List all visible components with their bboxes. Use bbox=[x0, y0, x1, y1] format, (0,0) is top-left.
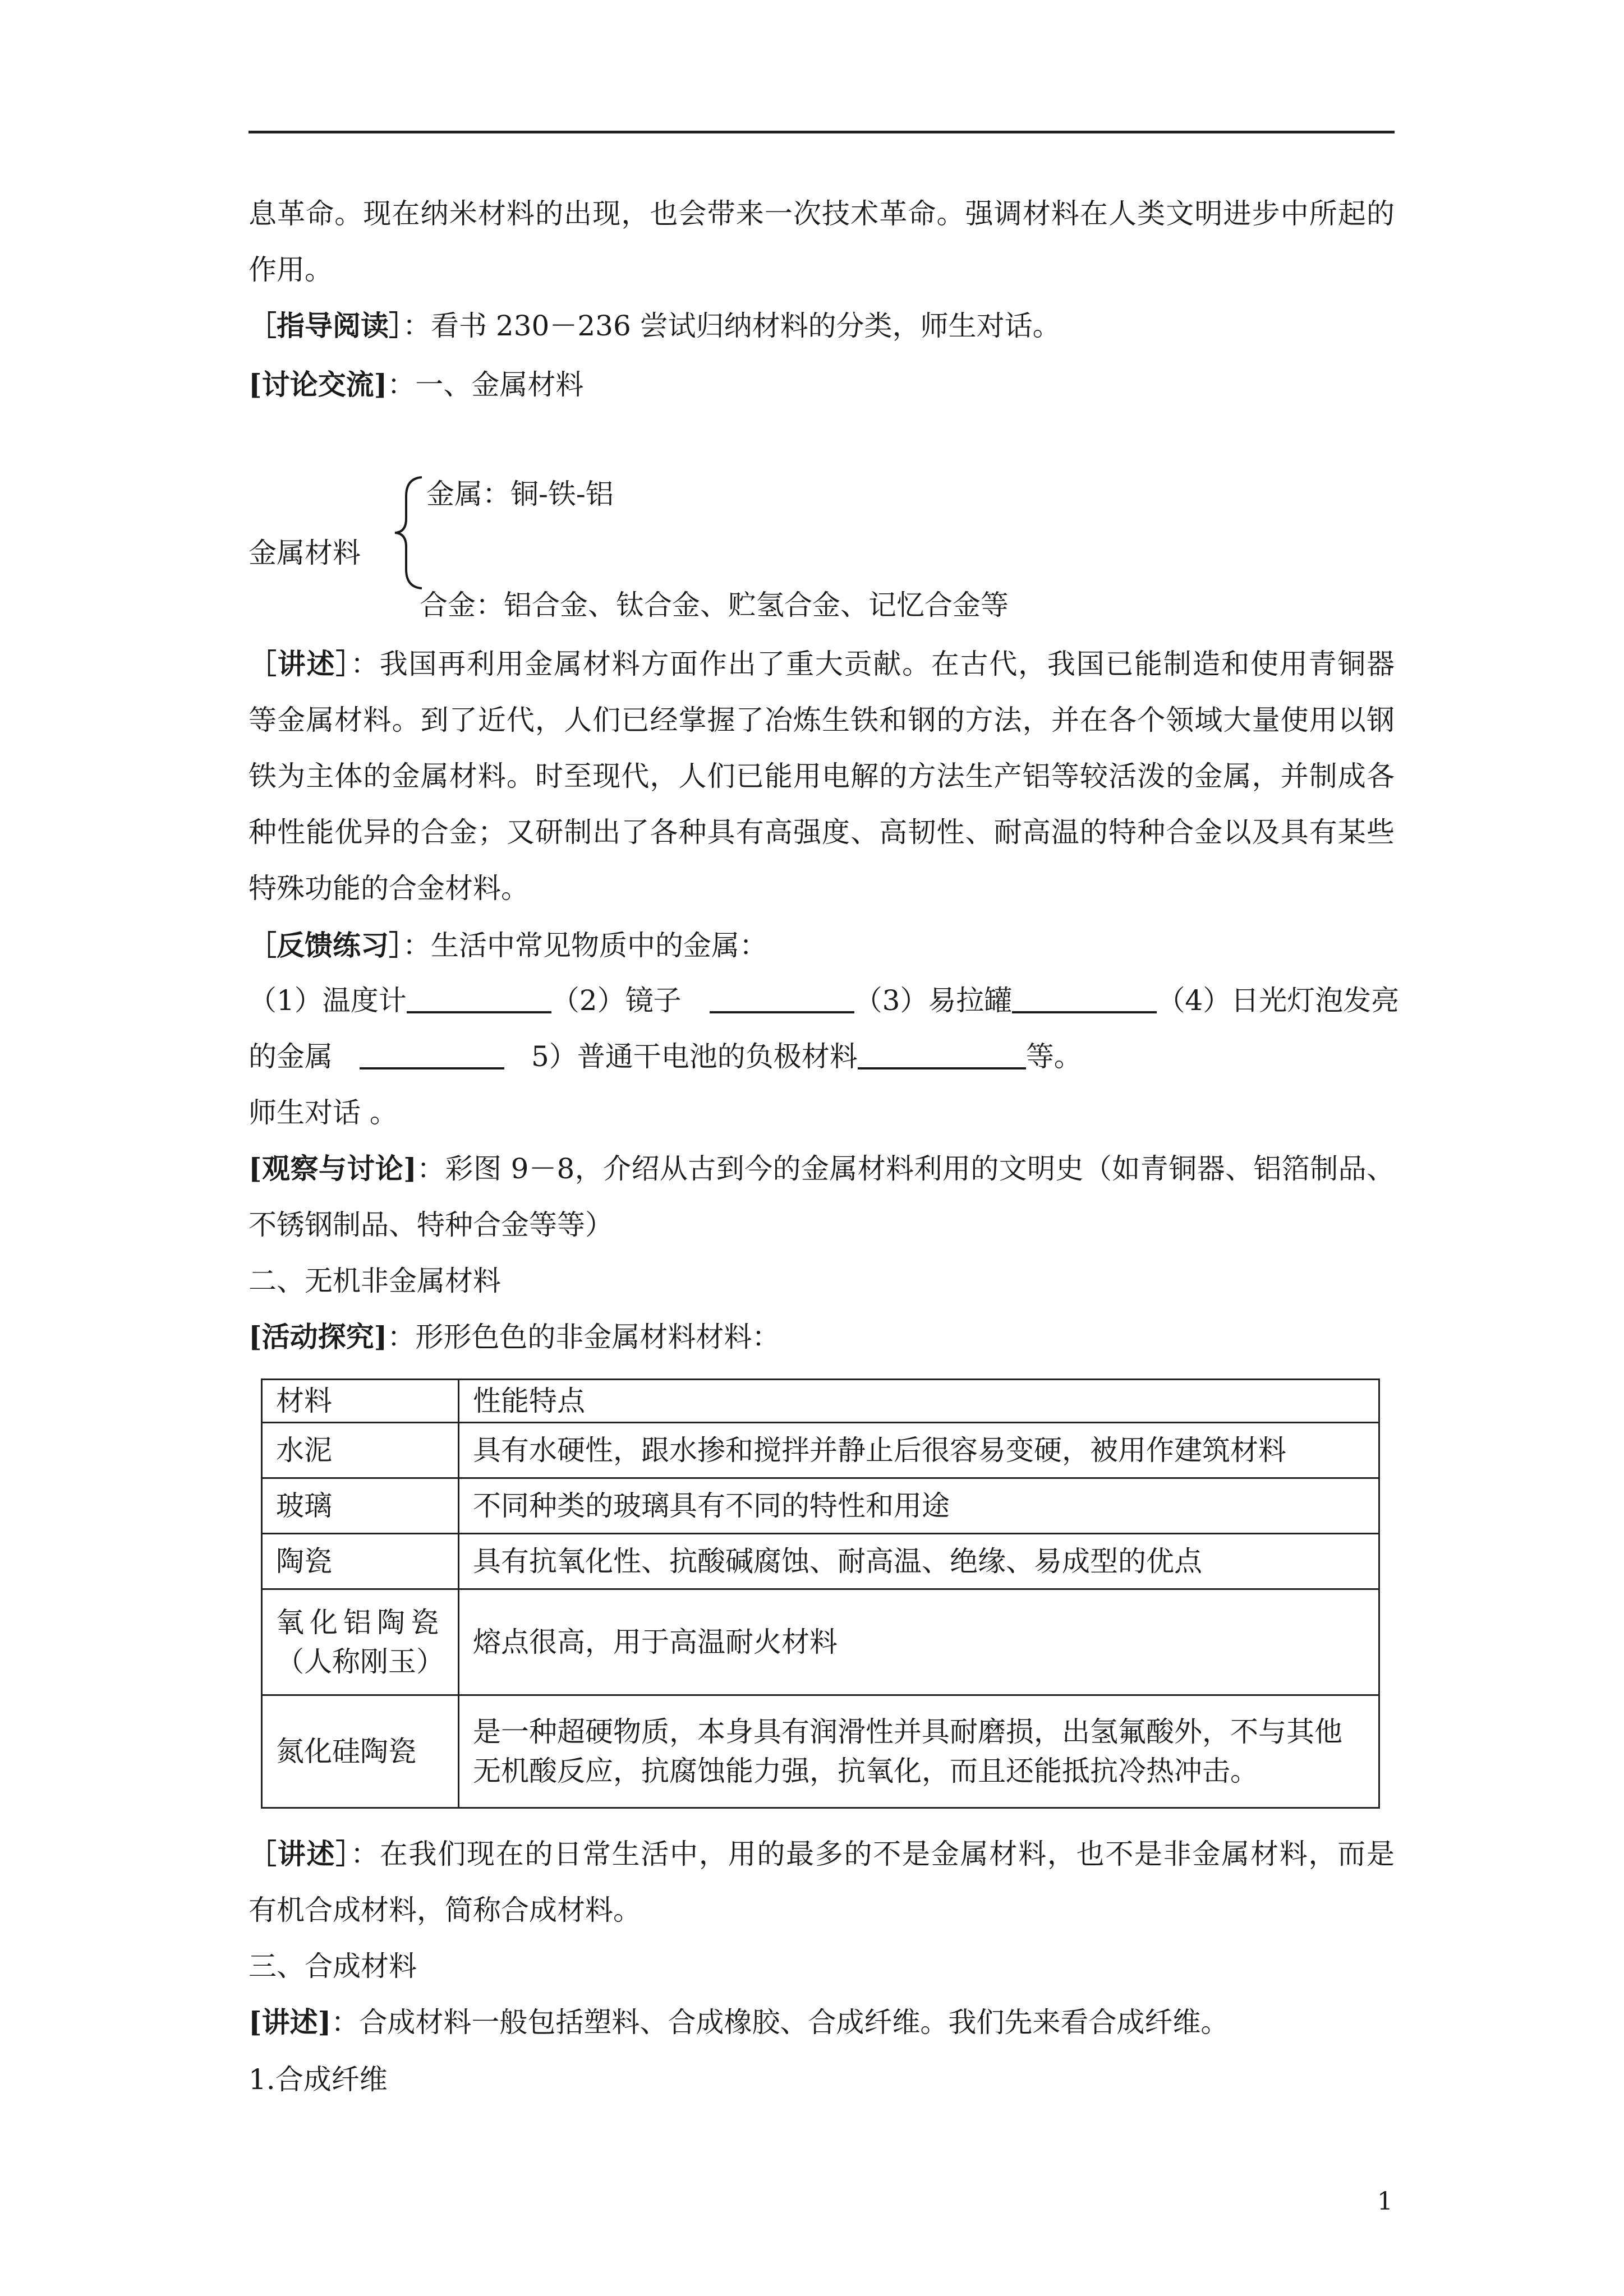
brace-icon bbox=[393, 474, 426, 592]
lecture2-label: ［讲述］ bbox=[249, 1837, 351, 1870]
lecture1-line-5: 特殊功能的合金材料。 bbox=[249, 872, 529, 905]
cell-material-note: （人称刚玉） bbox=[276, 1645, 444, 1678]
q3-label: （3）易拉罐 bbox=[854, 984, 1013, 1017]
cell-material: 玻璃 bbox=[262, 1478, 459, 1534]
lecture3-text: ：合成材料一般包括塑料、合成橡胶、合成纤维。我们先来看合成纤维。 bbox=[331, 2006, 1229, 2039]
q5-blank bbox=[858, 1067, 1026, 1069]
lecture1-label: ［讲述］ bbox=[249, 647, 351, 680]
discussion bbox=[249, 365, 1395, 405]
cell-property: 熔点很高，用于高温耐火材料 bbox=[459, 1589, 1379, 1695]
feedback-questions-1 bbox=[249, 980, 1400, 1021]
cell-property: 具有水硬性，跟水掺和搅拌并静止后很容易变硬，被用作建筑材料 bbox=[459, 1423, 1379, 1478]
discussion-text: ：一、金属材料 bbox=[387, 368, 584, 401]
activity bbox=[249, 1317, 1395, 1357]
metal-branch-1: 金属：铜-铁-铝 bbox=[426, 478, 614, 510]
q4-label: （4）日光灯泡发亮 bbox=[1157, 984, 1400, 1017]
table-row bbox=[262, 1695, 1379, 1808]
materials-table bbox=[261, 1378, 1380, 1809]
lecture1-line-2: 等金属材料。到了近代，人们已经掌握了冶炼生铁和钢的方法，并在各个领域大量使用以钢 bbox=[249, 704, 1395, 736]
header-material: 材料 bbox=[262, 1380, 459, 1423]
q2-blank bbox=[710, 1011, 854, 1013]
feedback-label: ［反馈练习］ bbox=[249, 929, 403, 962]
observe-label: [观察与讨论] bbox=[249, 1152, 417, 1185]
lecture1-line-1 bbox=[249, 644, 1395, 684]
subsection-heading: 1.合成纤维 bbox=[249, 2063, 388, 2096]
q1-blank bbox=[407, 1011, 551, 1013]
cell-material: 水泥 bbox=[262, 1423, 459, 1478]
guided-reading bbox=[249, 306, 1395, 346]
q3-blank bbox=[1012, 1011, 1157, 1013]
lecture3-label: [讲述] bbox=[249, 2005, 332, 2039]
table-row bbox=[262, 1478, 1379, 1534]
q4-blank bbox=[360, 1067, 504, 1069]
q2-label: （2）镜子 bbox=[551, 984, 682, 1017]
activity-label: [活动探究] bbox=[249, 1320, 388, 1353]
table-row bbox=[262, 1423, 1379, 1478]
metal-branch-2: 合金：铝合金、钛合金、贮氢合金、记忆合金等 bbox=[420, 589, 1009, 621]
guided-reading-label: ［指导阅读］ bbox=[249, 309, 403, 342]
header-property: 性能特点 bbox=[459, 1380, 1379, 1423]
header-rule bbox=[249, 131, 1395, 133]
table-row bbox=[262, 1589, 1379, 1695]
lecture2-line-1 bbox=[249, 1834, 1395, 1874]
cell-property: 不同种类的玻璃具有不同的特性和用途 bbox=[459, 1478, 1379, 1534]
lecture2-line-2: 有机合成材料，简称合成材料。 bbox=[249, 1894, 641, 1926]
feedback-dialog: 师生对话 。 bbox=[249, 1096, 398, 1129]
q1-label: （1）温度计 bbox=[249, 984, 407, 1017]
feedback-heading bbox=[249, 925, 1395, 966]
cell-property: 具有抗氧化性、抗酸碱腐蚀、耐高温、绝缘、易成型的优点 bbox=[459, 1534, 1379, 1589]
section3-heading: 三、合成材料 bbox=[249, 1950, 417, 1983]
lecture1-line-3: 铁为主体的金属材料。时至现代，人们已能用电解的方法生产铝等较活泼的金属，并制成各 bbox=[249, 760, 1395, 792]
cell-material bbox=[262, 1589, 459, 1695]
lecture3 bbox=[249, 2002, 1395, 2043]
cell-property-line-2: 无机酸反应，抗腐蚀能力强，抗氧化，而且还能抵抗冷热冲击。 bbox=[473, 1755, 1258, 1787]
q4-continued: 的金属 bbox=[249, 1040, 333, 1073]
lecture2-text-1: ：在我们现在的日常生活中，用的最多的不是金属材料，也不是非金属材料，而是 bbox=[350, 1838, 1395, 1870]
q5-label: 5）普通干电池的负极材料 bbox=[531, 1040, 858, 1073]
intro-line-2: 作用。 bbox=[249, 253, 333, 286]
observe-line-2: 不锈钢制品、特种合金等等） bbox=[249, 1209, 613, 1241]
page-number: 1 bbox=[1377, 2187, 1393, 2216]
feedback-questions-2 bbox=[249, 1036, 1395, 1077]
lecture1-text-1: ：我国再利用金属材料方面作出了重大贡献。在古代，我国已能制造和使用青铜器 bbox=[350, 648, 1395, 680]
observe-line-1 bbox=[249, 1149, 1395, 1189]
table-header-row bbox=[262, 1380, 1379, 1423]
intro-line-1: 息革命。现在纳米材料的出现，也会带来一次技术革命。强调材料在人类文明进步中所起的 bbox=[249, 197, 1395, 230]
cell-property-line-1: 是一种超硬物质，本身具有润滑性并具耐磨损，出氢氟酸外，不与其他 bbox=[473, 1716, 1342, 1748]
cell-property bbox=[459, 1695, 1379, 1808]
q5-end: 等。 bbox=[1025, 1040, 1082, 1073]
cell-material: 氮化硅陶瓷 bbox=[262, 1695, 459, 1808]
lecture1-line-4: 种性能优异的合金；又研制出了各种具有高强度、高韧性、耐高温的特种合金以及具有某些 bbox=[249, 816, 1395, 849]
observe-text-1: ：彩图 9－8，介绍从古到今的金属材料利用的文明史（如青铜器、铝箔制品、 bbox=[416, 1152, 1395, 1185]
cell-material-name: 氧化铝陶瓷 bbox=[276, 1606, 444, 1639]
table-row bbox=[262, 1534, 1379, 1589]
section2-heading: 二、无机非金属材料 bbox=[249, 1265, 501, 1297]
cell-material: 陶瓷 bbox=[262, 1534, 459, 1589]
feedback-text: ：生活中常见物质中的金属： bbox=[403, 929, 767, 962]
discussion-label: [讨论交流] bbox=[249, 368, 388, 401]
metal-root: 金属材料 bbox=[249, 537, 361, 569]
activity-text: ：形形色色的非金属材料材料： bbox=[387, 1321, 780, 1353]
guided-reading-text: ：看书 230－236 尝试归纳材料的分类，师生对话。 bbox=[403, 310, 1061, 342]
